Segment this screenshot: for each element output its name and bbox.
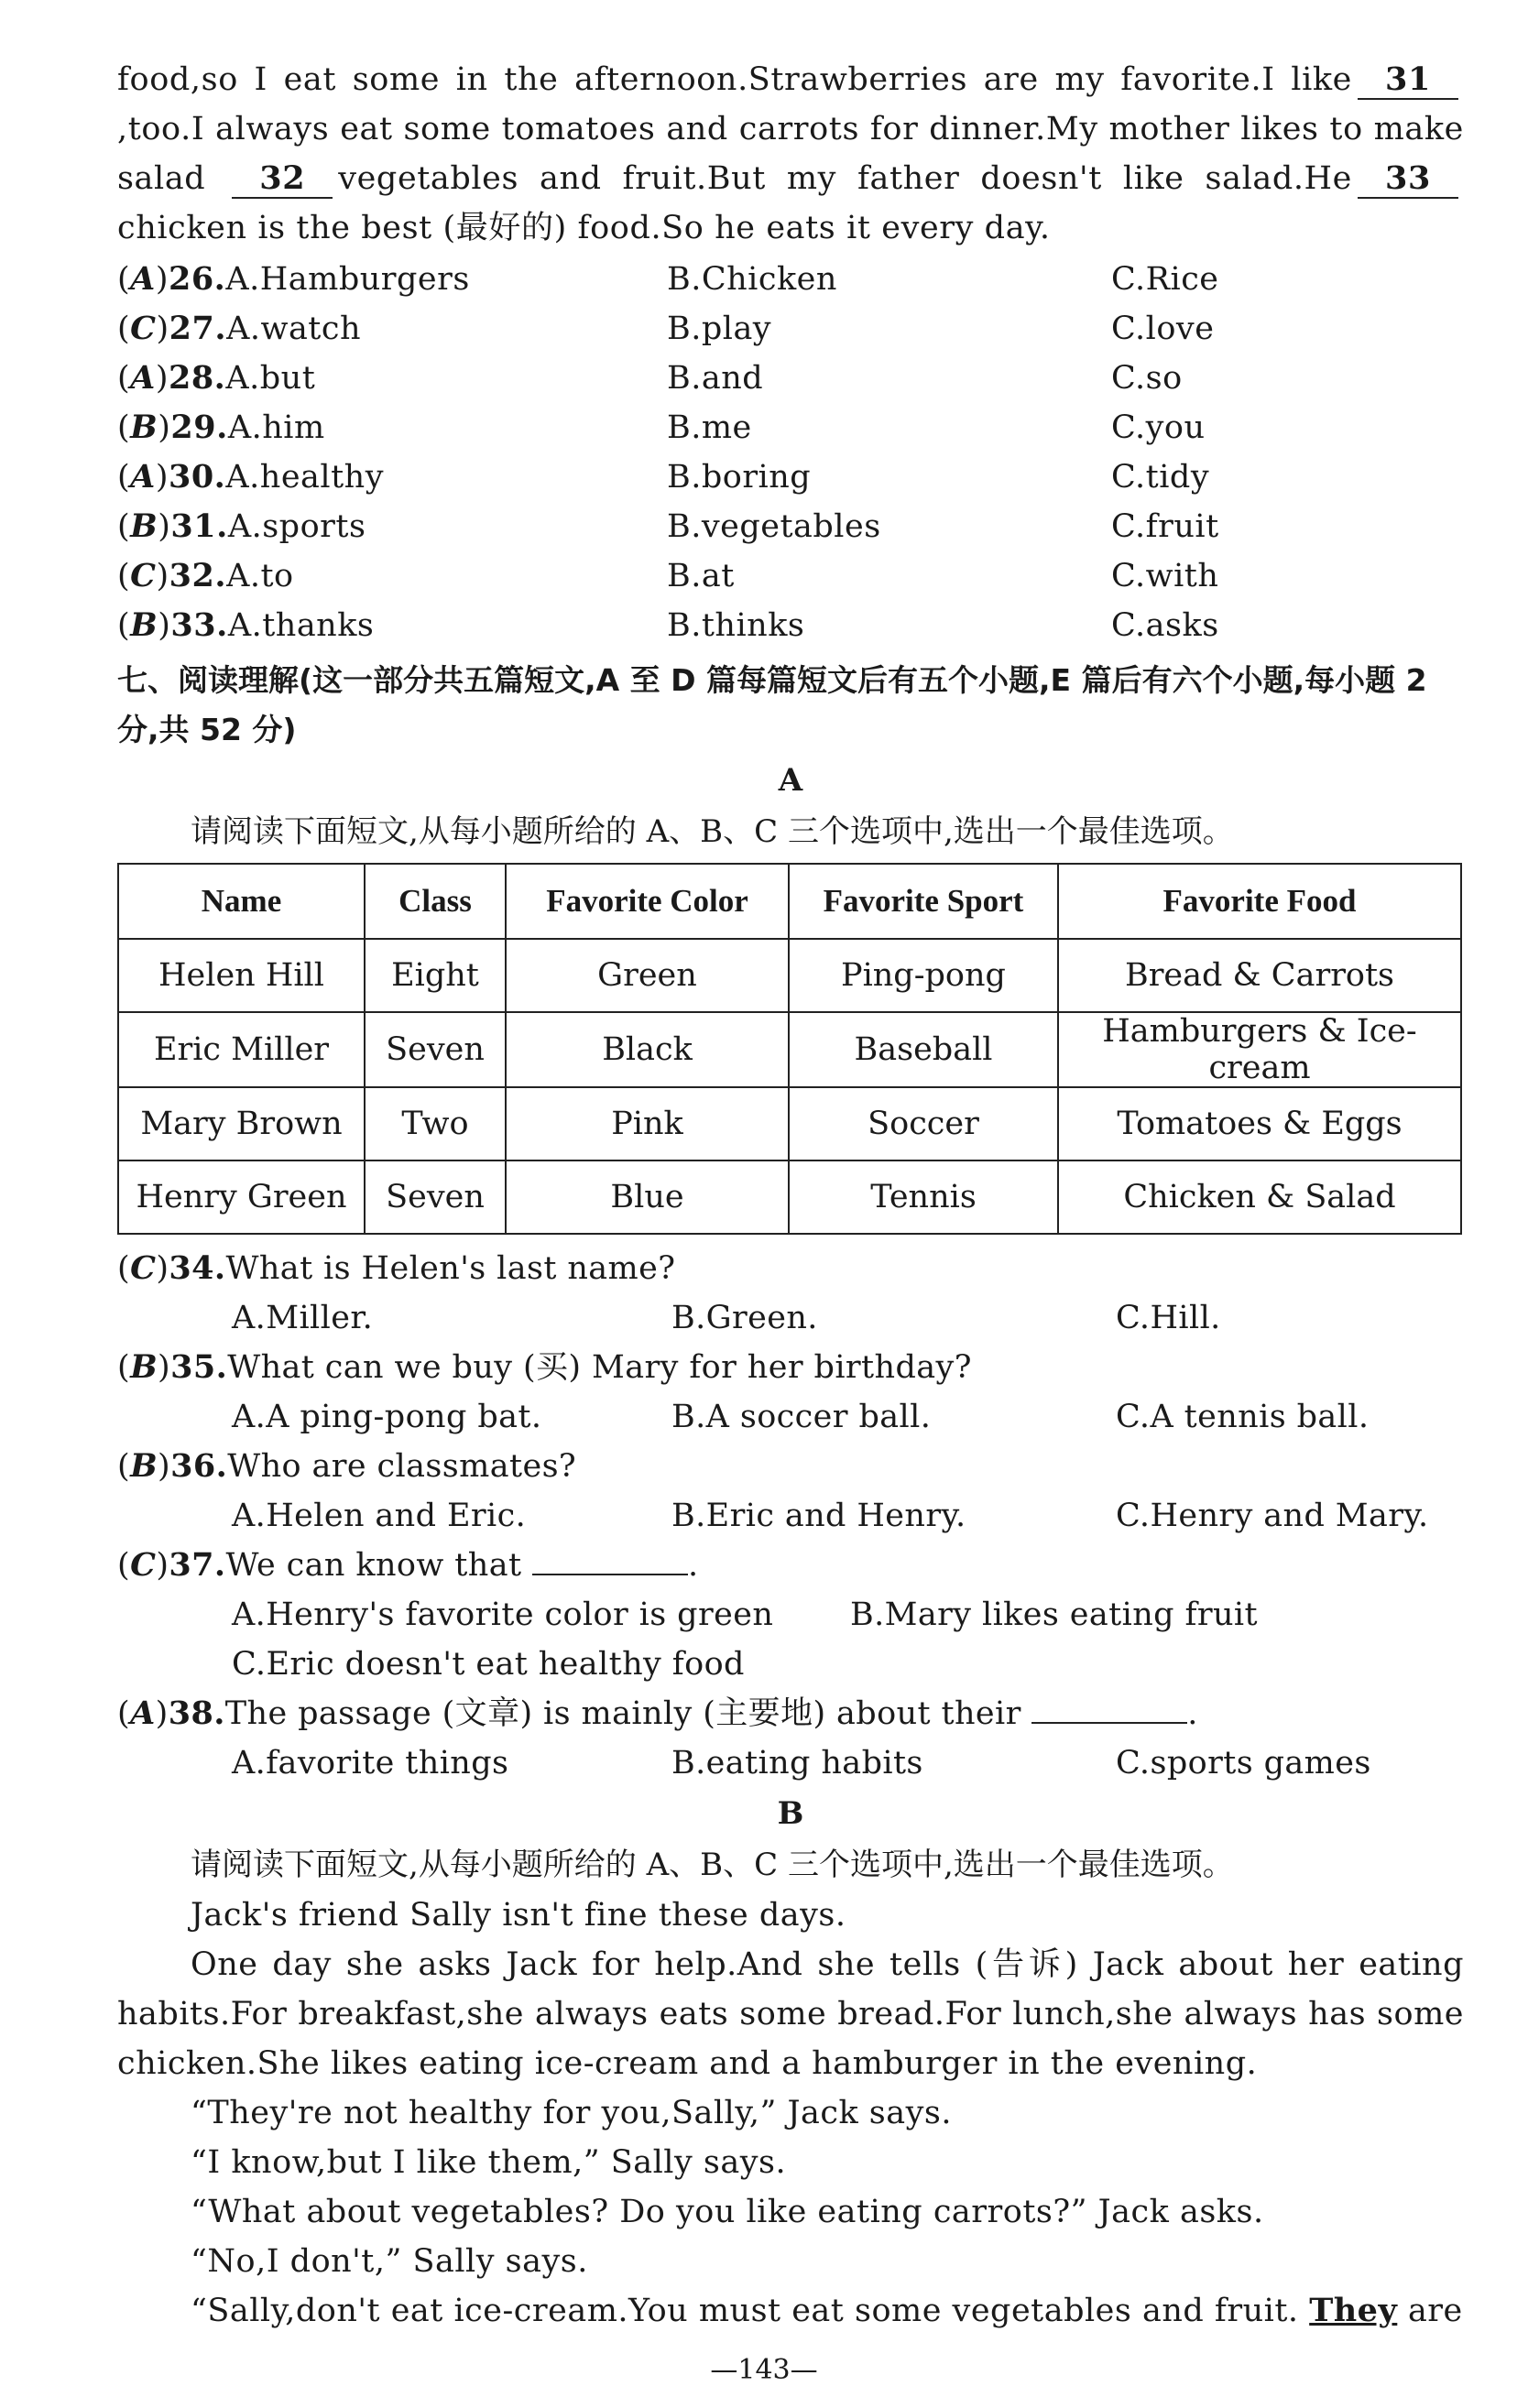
table-cell: Helen Hill	[118, 939, 365, 1012]
answer-blank	[532, 1541, 688, 1575]
cloze-row: (A)26.A.Hamburgers B.Chicken C.Rice	[117, 260, 1219, 298]
table-cell: Eric Miller	[118, 1012, 365, 1087]
table-header: Favorite Color	[506, 864, 789, 939]
table-cell: Tennis	[789, 1160, 1058, 1234]
cloze-row: (A)30.A.healthy B.boring C.tidy	[117, 458, 1210, 496]
story-paragraph: “I know,but I like them,” Sally says.	[191, 2144, 787, 2181]
story-paragraph: Jack's friend Sally isn't fine these days.	[191, 1897, 846, 1934]
options-38: A.favorite things B.eating habits C.sports games	[232, 1745, 1371, 1781]
table-row	[118, 1160, 1461, 1234]
table-row	[118, 1087, 1461, 1160]
table-cell: Tomatoes & Eggs	[1058, 1087, 1461, 1160]
answer-blank	[1031, 1689, 1187, 1724]
question-38: (A)38.The passage (文章) is mainly (主要地) about their .	[117, 1689, 1464, 1738]
passage-text: food,so I eat some in the afternoon.Strawberries are my favorite.I like	[117, 61, 1352, 98]
cloze-row: (A)28.A.but B.and C.so	[117, 359, 1183, 397]
passage-text: ,too.I always eat some tomatoes and carrots for dinner.My mother likes to make salad	[117, 111, 1464, 197]
options-34: A.Miller. B.Green. C.Hill.	[232, 1300, 1221, 1336]
table-cell: Two	[365, 1087, 506, 1160]
table-cell: Bread & Carrots	[1058, 939, 1461, 1012]
cloze-passage	[117, 55, 1464, 253]
question-35: (B)35.What can we buy (买) Mary for her birthday?	[117, 1348, 972, 1386]
table-cell: Chicken & Salad	[1058, 1160, 1461, 1234]
table-row	[118, 939, 1461, 1012]
table-cell: Black	[506, 1012, 789, 1087]
part-b-title: B	[777, 1795, 804, 1832]
cloze-row: (B)31.A.sports B.vegetables C.fruit	[117, 507, 1219, 545]
story-paragraph: “Sally,don't eat ice-cream.You must eat some vegetables and fruit. They are	[191, 2292, 1463, 2329]
blank-33: 33	[1358, 160, 1458, 199]
table-cell: Blue	[506, 1160, 789, 1234]
cloze-row: (B)33.A.thanks B.thinks C.asks	[117, 606, 1219, 644]
section-heading: 七、阅读理解(这一部分共五篇短文,A 至 D 篇每篇短文后有五个小题,E 篇后有六个小题,每小题 2 分,共 52 分)	[117, 662, 1427, 747]
options-37: A.Henry's favorite color is green B.Mary likes eating fruit	[232, 1596, 1258, 1633]
table-cell: Mary Brown	[118, 1087, 365, 1160]
table-cell: Baseball	[789, 1012, 1058, 1087]
table-cell: Eight	[365, 939, 506, 1012]
table-header: Class	[365, 864, 506, 939]
highlighted-word: They	[1309, 2292, 1398, 2329]
table-header: Name	[118, 864, 365, 939]
question-34: (C)34.What is Helen's last name?	[117, 1249, 676, 1287]
story-paragraph: “They're not healthy for you,Sally,” Jack says.	[191, 2095, 952, 2131]
part-a-title: A	[778, 762, 803, 799]
passage-text: chicken is the best (最好的) food.So he eats it every day.	[117, 210, 1051, 246]
blank-32: 32	[232, 160, 333, 199]
part-b-instruction: 请阅读下面短文,从每小题所给的 A、B、C 三个选项中,选出一个最佳选项。	[191, 1847, 1234, 1883]
table-cell: Henry Green	[118, 1160, 365, 1234]
table-header: Favorite Food	[1058, 864, 1461, 939]
cloze-row: (B)29.A.him B.me C.you	[117, 409, 1206, 446]
options-36: A.Helen and Eric. B.Eric and Henry. C.Henry and Mary.	[232, 1498, 1429, 1534]
table-cell: Seven	[365, 1012, 506, 1087]
story-paragraph: “No,I don't,” Sally says.	[191, 2243, 588, 2280]
table-header: Favorite Sport	[789, 864, 1058, 939]
table-cell: Seven	[365, 1160, 506, 1234]
part-a-instruction: 请阅读下面短文,从每小题所给的 A、B、C 三个选项中,选出一个最佳选项。	[191, 813, 1234, 850]
table-cell: Green	[506, 939, 789, 1012]
options-35: A.A ping-pong bat. B.A soccer ball. C.A tennis ball.	[232, 1399, 1370, 1435]
table-cell: Ping-pong	[789, 939, 1058, 1012]
table-cell: Hamburgers & Ice-cream	[1058, 1012, 1461, 1087]
passage-text: vegetables and fruit.But my father doesn't like salad.He	[338, 160, 1352, 197]
question-36: (B)36.Who are classmates?	[117, 1447, 577, 1485]
story-paragraph: One day she asks Jack for help.And she tells (告诉) Jack about her eating habits.For breakfast,she always eats some bread.For lunch,she always has some chicken.She likes eating ice-cream and a hamburger in the evening.	[117, 1946, 1464, 2082]
info-table	[117, 863, 1462, 1235]
cloze-options	[117, 255, 1464, 650]
cloze-row: (C)27.A.watch B.play C.love	[117, 310, 1215, 347]
story-paragraph: “What about vegetables? Do you like eating carrots?” Jack asks.	[191, 2194, 1264, 2230]
cloze-row: (C)32.A.to B.at C.with	[117, 557, 1219, 594]
options-37-c: C.Eric doesn't eat healthy food	[232, 1646, 745, 1683]
page-number: —143—	[710, 2354, 818, 2386]
table-row	[118, 1012, 1461, 1087]
table-cell: Pink	[506, 1087, 789, 1160]
blank-31: 31	[1358, 61, 1458, 100]
question-37: (C)37.We can know that .	[117, 1541, 1464, 1590]
table-header-row	[118, 864, 1461, 939]
table-cell: Soccer	[789, 1087, 1058, 1160]
page-content	[117, 55, 1464, 2336]
